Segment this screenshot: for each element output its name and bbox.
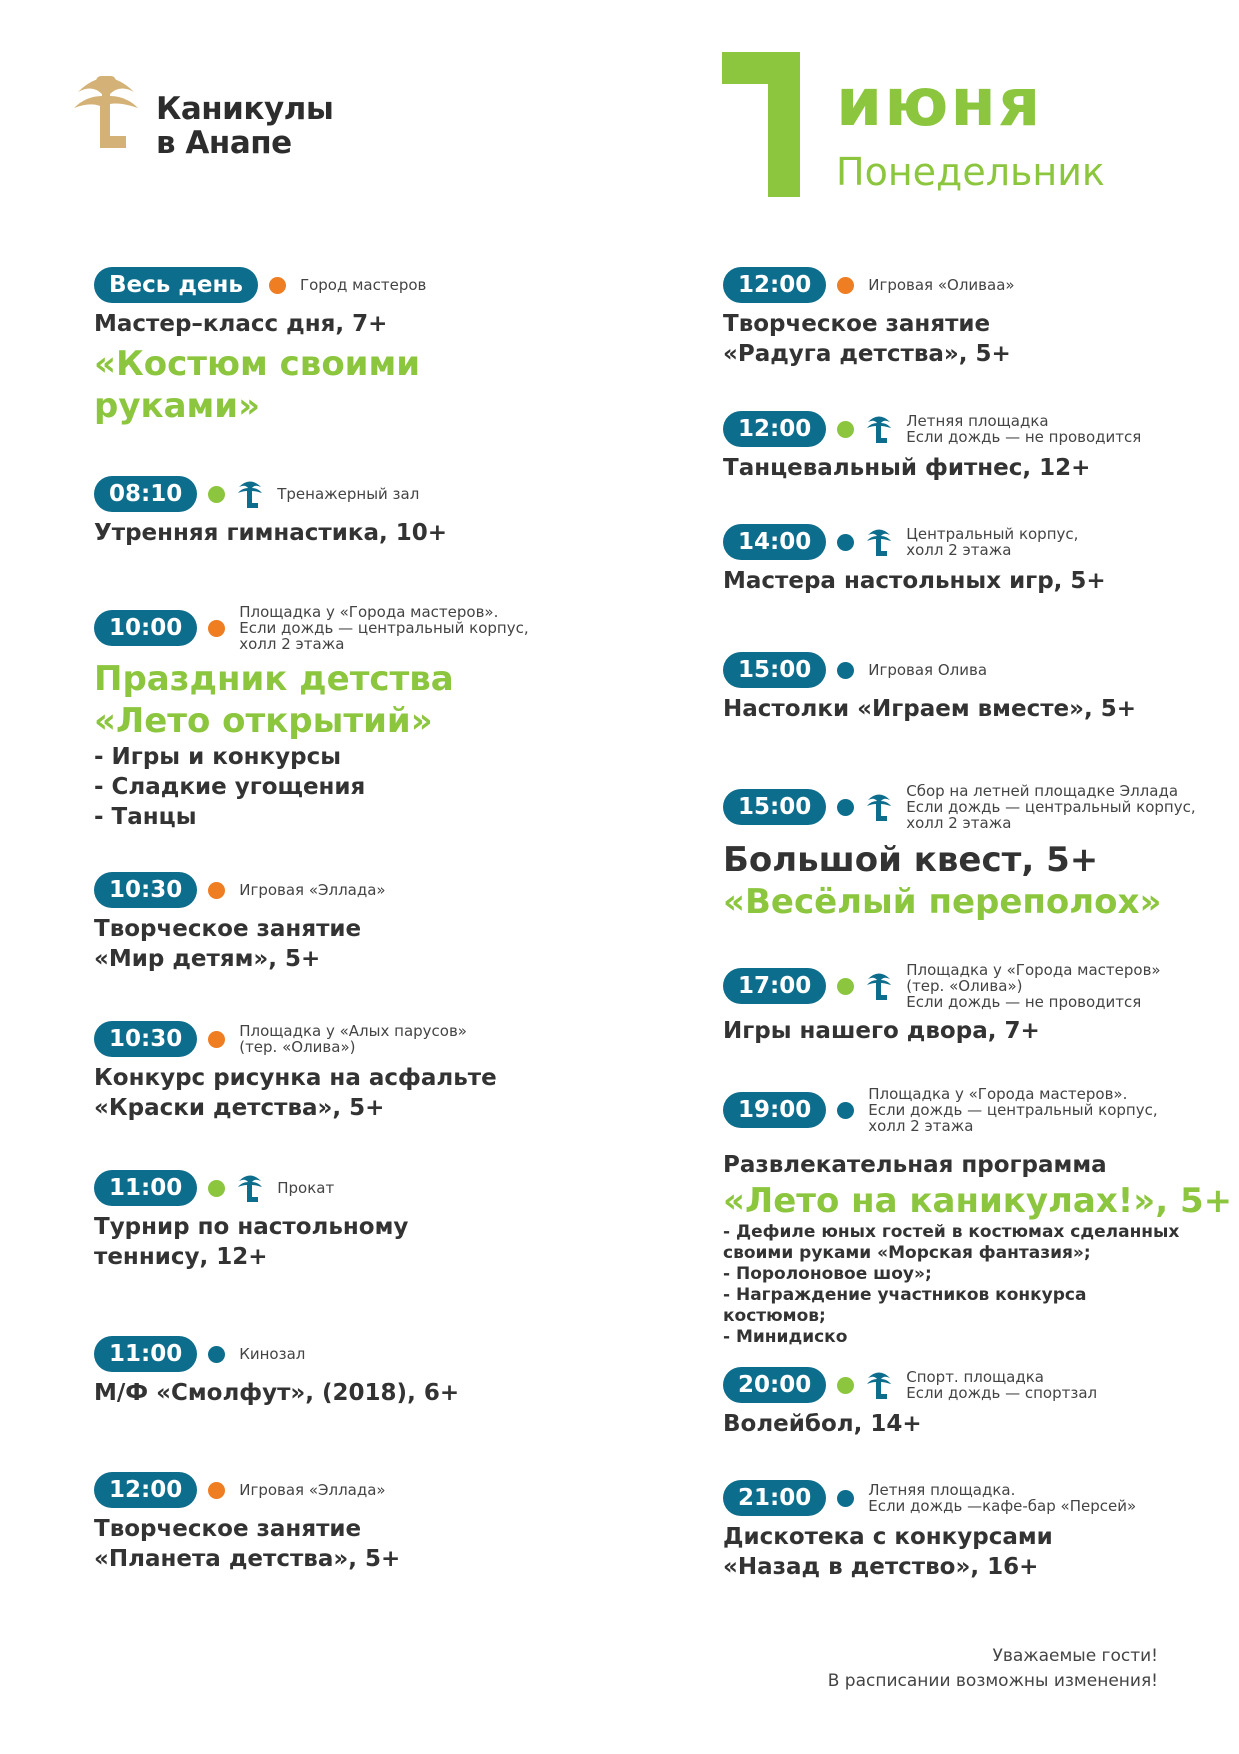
age-dot bbox=[208, 1180, 225, 1197]
location: Прокат bbox=[277, 1179, 335, 1197]
time-pill: 14:00 bbox=[723, 524, 826, 560]
event-right-9 bbox=[723, 1480, 1136, 1582]
event-title: Мастера настольных игр, 5+ bbox=[723, 568, 1106, 594]
event-title: Дискотека с конкурсами «Назад в детство», 16+ bbox=[723, 1524, 1053, 1580]
event-right-7 bbox=[723, 1086, 1232, 1348]
location: Игровая «Оливаа» bbox=[868, 276, 1015, 294]
location: Летняя площадка. Если дождь —кафе-бар «Персей» bbox=[868, 1481, 1137, 1515]
footer-note bbox=[828, 1644, 1158, 1694]
event-title: Большой квест, 5+ bbox=[723, 840, 1099, 880]
event-title: Конкурс рисунка на асфальте «Краски детства», 5+ bbox=[94, 1065, 497, 1121]
footer-line2: В расписании возможны изменения! bbox=[827, 1671, 1158, 1691]
time-pill: 11:00 bbox=[94, 1336, 197, 1372]
event-right-3 bbox=[723, 524, 1106, 596]
logo-text bbox=[156, 92, 333, 160]
event-left-6 bbox=[94, 1170, 408, 1272]
time-pill: 19:00 bbox=[723, 1092, 826, 1128]
event-title: Настолки «Играем вместе», 5+ bbox=[723, 696, 1137, 722]
footer-line1: Уважаемые гости! bbox=[992, 1646, 1158, 1666]
event-right-2 bbox=[723, 411, 1141, 483]
event-right-1 bbox=[723, 267, 1015, 369]
time-pill: 17:00 bbox=[723, 968, 826, 1004]
location: Город мастеров bbox=[299, 276, 427, 294]
location: Тренажерный зал bbox=[277, 485, 420, 503]
time-pill: 10:30 bbox=[94, 1021, 197, 1057]
outdoor-palm-icon bbox=[866, 1369, 892, 1401]
event-title: Творческое занятие «Радуга детства», 5+ bbox=[723, 311, 1011, 367]
event-left-5 bbox=[94, 1021, 497, 1123]
outdoor-palm-icon bbox=[866, 970, 892, 1002]
age-dot bbox=[837, 978, 854, 995]
location: Площадка у «Города мастеров» (тер. «Олива») Если дождь — не проводится bbox=[906, 961, 1161, 1011]
item: - Игры и конкурсы bbox=[94, 744, 342, 770]
event-items bbox=[723, 1222, 1183, 1348]
location: Площадка у «Города мастеров». Если дождь — центральный корпус, холл 2 этажа bbox=[868, 1085, 1158, 1135]
event-title: Развлекательная программа bbox=[723, 1152, 1107, 1178]
event-left-1 bbox=[94, 267, 426, 427]
event-title: Турнир по настольному теннису, 12+ bbox=[94, 1214, 409, 1270]
location: Кинозал bbox=[239, 1345, 306, 1363]
event-title: М/Ф «Смолфут», (2018), 6+ bbox=[94, 1380, 460, 1406]
item: - Танцы bbox=[94, 804, 197, 830]
event-title: Игры нашего двора, 7+ bbox=[723, 1018, 1040, 1044]
event-left-7 bbox=[94, 1336, 459, 1408]
age-dot bbox=[269, 277, 286, 294]
event-title: Танцевальный фитнес, 12+ bbox=[723, 455, 1091, 481]
age-dot bbox=[837, 421, 854, 438]
location: Игровая «Эллада» bbox=[239, 1481, 386, 1499]
time-pill: 15:00 bbox=[723, 652, 826, 688]
item: - Награждение участников конкурса костюмов; bbox=[723, 1285, 1087, 1326]
logo-line1: Каникулы bbox=[156, 91, 334, 127]
event-left-8 bbox=[94, 1472, 400, 1574]
age-dot bbox=[208, 1346, 225, 1363]
age-dot bbox=[208, 1031, 225, 1048]
event-items bbox=[94, 742, 529, 832]
age-dot bbox=[208, 882, 225, 899]
age-dot bbox=[837, 662, 854, 679]
outdoor-palm-icon bbox=[237, 1172, 263, 1204]
age-dot bbox=[208, 486, 225, 503]
event-title: Мастер–класс дня, 7+ bbox=[94, 311, 388, 337]
event-title: Утренняя гимнастика, 10+ bbox=[94, 520, 448, 546]
location: Игровая Олива bbox=[868, 661, 988, 679]
time-pill: 10:30 bbox=[94, 872, 197, 908]
outdoor-palm-icon bbox=[866, 526, 892, 558]
outdoor-palm-icon bbox=[866, 791, 892, 823]
time-pill: 21:00 bbox=[723, 1480, 826, 1516]
event-right-4 bbox=[723, 652, 1136, 724]
event-highlight: «Лето на каникулах!», 5+ bbox=[723, 1181, 1233, 1221]
logo bbox=[70, 70, 370, 160]
time-pill: 15:00 bbox=[723, 789, 826, 825]
time-pill: Весь день bbox=[94, 267, 258, 303]
day-number-1 bbox=[722, 52, 804, 197]
event-highlight: Праздник детства «Лето открытий» bbox=[94, 659, 454, 741]
location: Сбор на летней площадке Эллада Если дождь — центральный корпус, холл 2 этажа bbox=[906, 782, 1196, 832]
event-title: Творческое занятие «Мир детям», 5+ bbox=[94, 916, 362, 972]
age-dot bbox=[208, 620, 225, 637]
location: Летняя площадка Если дождь — не проводится bbox=[906, 412, 1142, 446]
event-left-3 bbox=[94, 604, 529, 832]
event-right-6 bbox=[723, 962, 1161, 1046]
item: - Минидиско bbox=[723, 1327, 848, 1347]
age-dot bbox=[837, 1102, 854, 1119]
time-pill: 12:00 bbox=[723, 411, 826, 447]
weekday: Понедельник bbox=[836, 150, 1105, 194]
time-pill: 12:00 bbox=[723, 267, 826, 303]
event-right-5 bbox=[723, 783, 1196, 923]
age-dot bbox=[837, 1490, 854, 1507]
location: Площадка у «Города мастеров». Если дождь — центральный корпус, холл 2 этажа bbox=[239, 603, 529, 653]
age-dot bbox=[837, 1377, 854, 1394]
time-pill: 10:00 bbox=[94, 610, 197, 646]
location: Спорт. площадка Если дождь — спортзал bbox=[906, 1368, 1098, 1402]
logo-line2: в Анапе bbox=[156, 125, 292, 161]
time-pill: 12:00 bbox=[94, 1472, 197, 1508]
outdoor-palm-icon bbox=[866, 413, 892, 445]
location: Площадка у «Алых парусов» (тер. «Олива») bbox=[239, 1022, 467, 1056]
month: июня bbox=[836, 64, 1043, 141]
event-title: Творческое занятие «Планета детства», 5+ bbox=[94, 1516, 401, 1572]
event-highlight: «Весёлый переполох» bbox=[723, 882, 1162, 922]
item: - Дефиле юных гостей в костюмах сделанных своими руками «Морская фантазия»; bbox=[723, 1222, 1180, 1263]
event-right-8 bbox=[723, 1367, 1097, 1439]
age-dot bbox=[208, 1482, 225, 1499]
time-pill: 08:10 bbox=[94, 476, 197, 512]
palm-tree-logo-icon bbox=[70, 70, 142, 160]
outdoor-palm-icon bbox=[237, 478, 263, 510]
item: - Поролоновое шоу»; bbox=[723, 1264, 932, 1284]
age-dot bbox=[837, 277, 854, 294]
item: - Сладкие угощения bbox=[94, 774, 366, 800]
time-pill: 11:00 bbox=[94, 1170, 197, 1206]
event-left-4 bbox=[94, 872, 386, 974]
location: Игровая «Эллада» bbox=[239, 881, 386, 899]
event-left-2 bbox=[94, 476, 447, 548]
event-highlight: «Костюм своими руками» bbox=[94, 344, 421, 426]
event-title: Волейбол, 14+ bbox=[723, 1411, 922, 1437]
time-pill: 20:00 bbox=[723, 1367, 826, 1403]
location: Центральный корпус, холл 2 этажа bbox=[906, 525, 1079, 559]
age-dot bbox=[837, 799, 854, 816]
age-dot bbox=[837, 534, 854, 551]
